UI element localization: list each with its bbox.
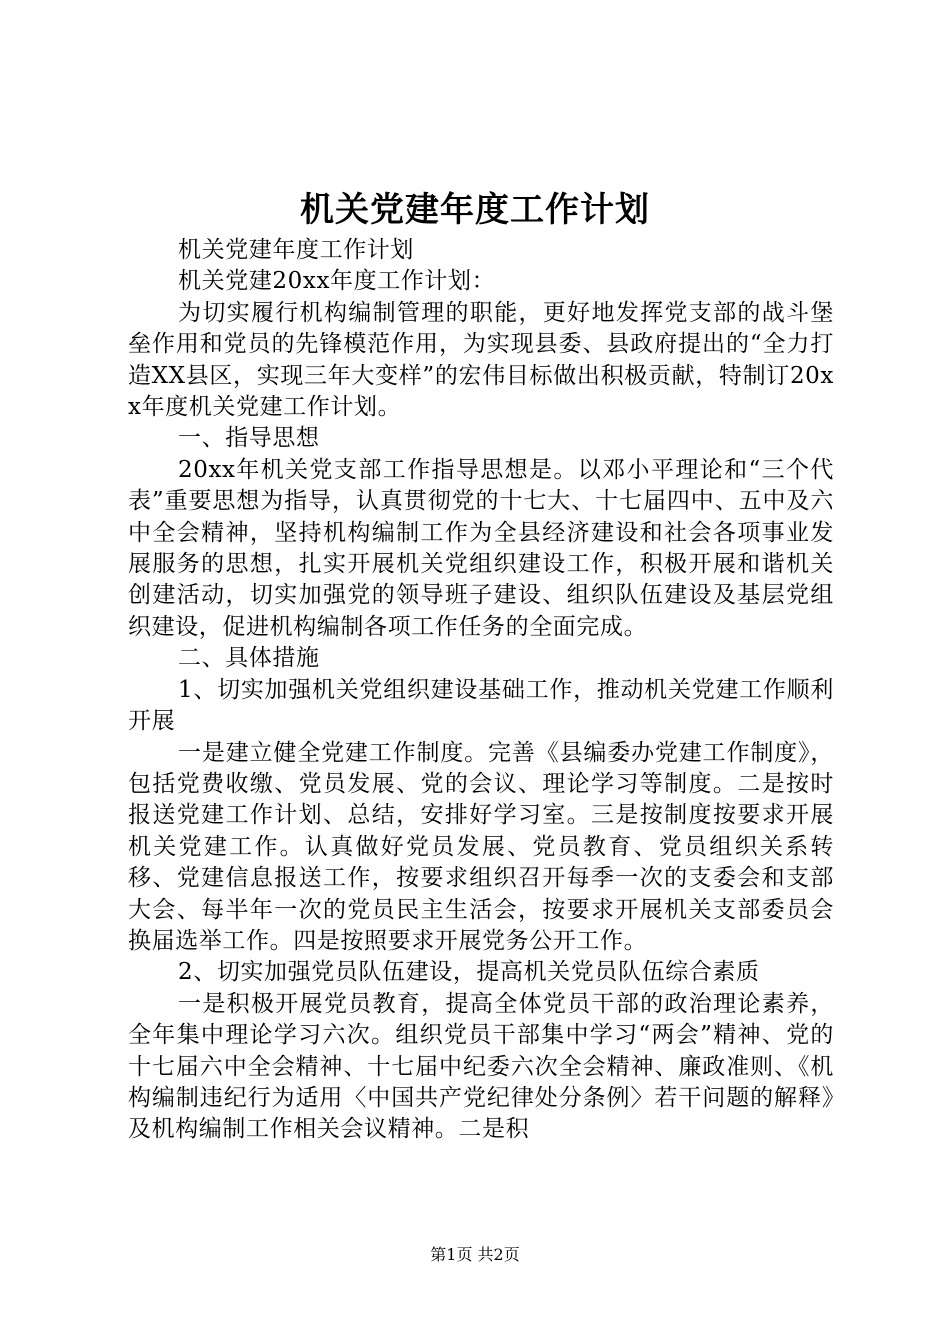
document-body: [128, 235, 834, 1146]
measure-heading-1: 1、切实加强机关党组织建设基础工作，推动机关党建工作顺利开展: [128, 676, 834, 735]
paragraph-subtitle: 机关党建年度工作计划: [178, 237, 414, 263]
paragraph-intro: 为切实履行机构编制管理的职能，更好地发挥党支部的战斗堡垒作用和党员的先锋模范作用，为实现县委、县政府提出的“全力打造XX县区，实现三年大变样”的宏伟目标做出积极贡献，特制订20xx年度机关党建工作计划。: [128, 299, 834, 421]
document-title: 机关党建年度工作计划: [300, 190, 650, 230]
paragraph-plan-heading: 机关党建20xx年度工作计划：: [178, 268, 496, 295]
measure-heading-2: 2、切实加强党员队伍建设，提高机关党员队伍综合素质: [178, 959, 760, 986]
paragraph-measure-2: 一是积极开展党员教育，提高全体党员干部的政治理论素养，全年集中理论学习六次。组织党员干部集中学习“两会”精神、党的十七届六中全会精神、十七届中纪委六次全会精神、廉政准则、《机构编制违纪行为适用〈中国共产党纪律处分条例〉若干问题的解释》及机构编制工作相关会议精神。二是积: [128, 990, 834, 1143]
paragraph-measure-1: 一是建立健全党建工作制度。完善《县编委办党建工作制度》，包括党费收缴、党员发展、党的会议、理论学习等制度。二是按时报送党建工作计划、总结，安排好学习室。三是按制度按要求开展机关党建工作。认真做好党员发展、党员教育、党员组织关系转移、党建信息报送工作，按要求组织召开每季一次的支委会和支部大会、每半年一次的党员民主生活会，按要求开展机关支部委员会换届选举工作。四是按照要求开展党务公开工作。: [128, 739, 834, 954]
section-heading-measures: 二、具体措施: [178, 645, 320, 672]
paragraph-guiding-thought: 20xx年机关党支部工作指导思想是。以邓小平理论和“三个代表”重要思想为指导，认真贯彻党的十七大、十七届四中、五中及六中全会精神，坚持机构编制工作为全县经济建设和社会各项事业发展服务的思想，扎实开展机关党组织建设工作，积极开展和谐机关创建活动，切实加强党的领导班子建设、组织队伍建设及基层党组织建设，促进机构编制各项工作任务的全面完成。: [128, 456, 834, 640]
page-footer: 第1页 共2页: [430, 1245, 520, 1264]
section-heading-guiding-thought: 一、指导思想: [178, 425, 320, 452]
